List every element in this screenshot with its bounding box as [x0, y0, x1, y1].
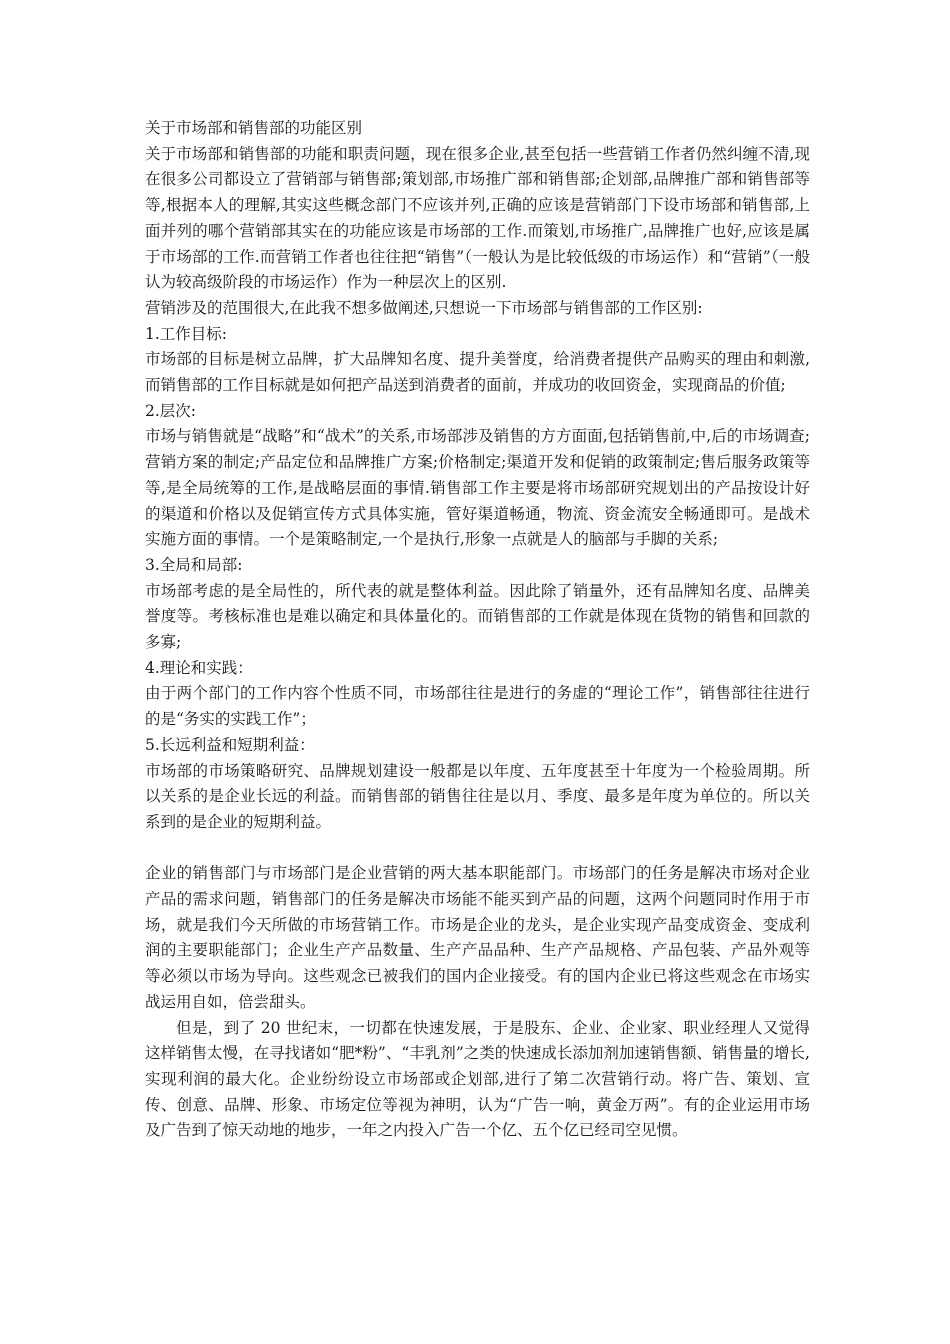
body-paragraph: 企业的销售部门与市场部门是企业营销的两大基本职能部门。市场部门的任务是解决市场对企业产品的需求问题，销售部门的任务是解决市场能不能买到产品的问题，这两个问题同时作用于市场，就是我们今天所做的市场营销工作。市场是企业的龙头，是企业实现产品变成资金、变成利润的主要职能部门；企业生产产品数量、生产产品品种、生产产品规格、产品包装、产品外观等等必须以市场为导向。这些观念已被我们的国内企业接受。有的国内企业已将这些观念在市场实战运用自如，倍尝甜头。	[145, 864, 810, 1011]
section-heading: 1.工作目标:	[145, 324, 228, 343]
document-page	[145, 116, 810, 1144]
section-heading: 2.层次:	[145, 401, 197, 420]
paragraph-spacer	[145, 836, 810, 862]
section-body: 由于两个部门的工作内容个性质不同，市场部往往是进行的务虚的“理论工作”，销售部往往进行的是“务实的实践工作”；	[145, 684, 810, 729]
intro-paragraph: 关于市场部和销售部的功能和职责问题，现在很多企业,甚至包括一些营销工作者仍然纠缠不清,现在很多公司都设立了营销部与销售部;策划部,市场推广部和销售部;企划部,品牌推广部和销售部等等,根据本人的理解,其实这些概念部门不应该并列,正确的应该是营销部门下设市场部和销售部,上面并列的哪个营销部其实在的功能应该是市场部的工作.而策划,市场推广,品牌推广也好,应该是属于市场部的工作.而营销工作者也往往把“销售”（一般认为是比较低级的市场运作）和“营销”（一般认为较高级阶段的市场运作）作为一种层次上的区别.	[145, 144, 810, 292]
document-title: 关于市场部和销售部的功能区别	[145, 119, 363, 137]
section-body: 市场与销售就是“战略”和“战术”的关系,市场部涉及销售的方方面面,包括销售前,中,后的市场调查;营销方案的制定;产品定位和品牌推广方案;价格制定;渠道开发和促销的政策制定;售后服务政策等等,是全局统筹的工作,是战略层面的事情.销售部工作主要是将市场部研究规划出的产品按设计好的渠道和价格以及促销宣传方式具体实施，管好渠道畅通，物流、资金流安全畅通即可。是战术实施方面的事情。一个是策略制定,一个是执行,形象一点就是人的脑部与手脚的关系;	[145, 427, 810, 549]
section-body: 市场部考虑的是全局性的，所代表的就是整体利益。因此除了销量外，还有品牌知名度、品牌美誉度等。考核标准也是难以确定和具体量化的。而销售部的工作就是体现在货物的销售和回款的多寡;	[145, 581, 810, 652]
body-paragraph-indented: 但是，到了 20 世纪末，一切都在快速发展，于是股东、企业、企业家、职业经理人又觉得这样销售太慢，在寻找诸如“肥*粉”、“丰乳剂”之类的快速成长添加剂加速销售额、销售量的增长,实现利润的最大化。企业纷纷设立市场部或企划部,进行了第二次营销行动。将广告、策划、宣传、创意、品牌、形象、市场定位等视为神明，认为“广告一响，黄金万两”。有的企业运用市场及广告到了惊天动地的地步，一年之内投入广告一个亿、五个亿已经司空见惯。	[145, 1018, 810, 1140]
section-heading: 3.全局和局部:	[145, 555, 243, 574]
lead-paragraph: 营销涉及的范围很大,在此我不想多做阐述,只想说一下市场部与销售部的工作区别:	[145, 298, 703, 317]
section-body: 市场部的目标是树立品牌，扩大品牌知名度、提升美誉度，给消费者提供产品购买的理由和刺激,而销售部的工作目标就是如何把产品送到消费者的面前，并成功的收回资金，实现商品的价值;	[145, 350, 810, 395]
section-body: 市场部的市场策略研究、品牌规划建设一般都是以年度、五年度甚至十年度为一个检验周期。所以关系的是企业长远的利益。而销售部的销售往往是以月、季度、最多是年度为单位的。所以关系到的是企业的短期利益。	[145, 761, 810, 831]
section-heading: 5.长远利益和短期利益：	[145, 735, 315, 754]
section-heading: 4.理论和实践：	[145, 658, 253, 677]
